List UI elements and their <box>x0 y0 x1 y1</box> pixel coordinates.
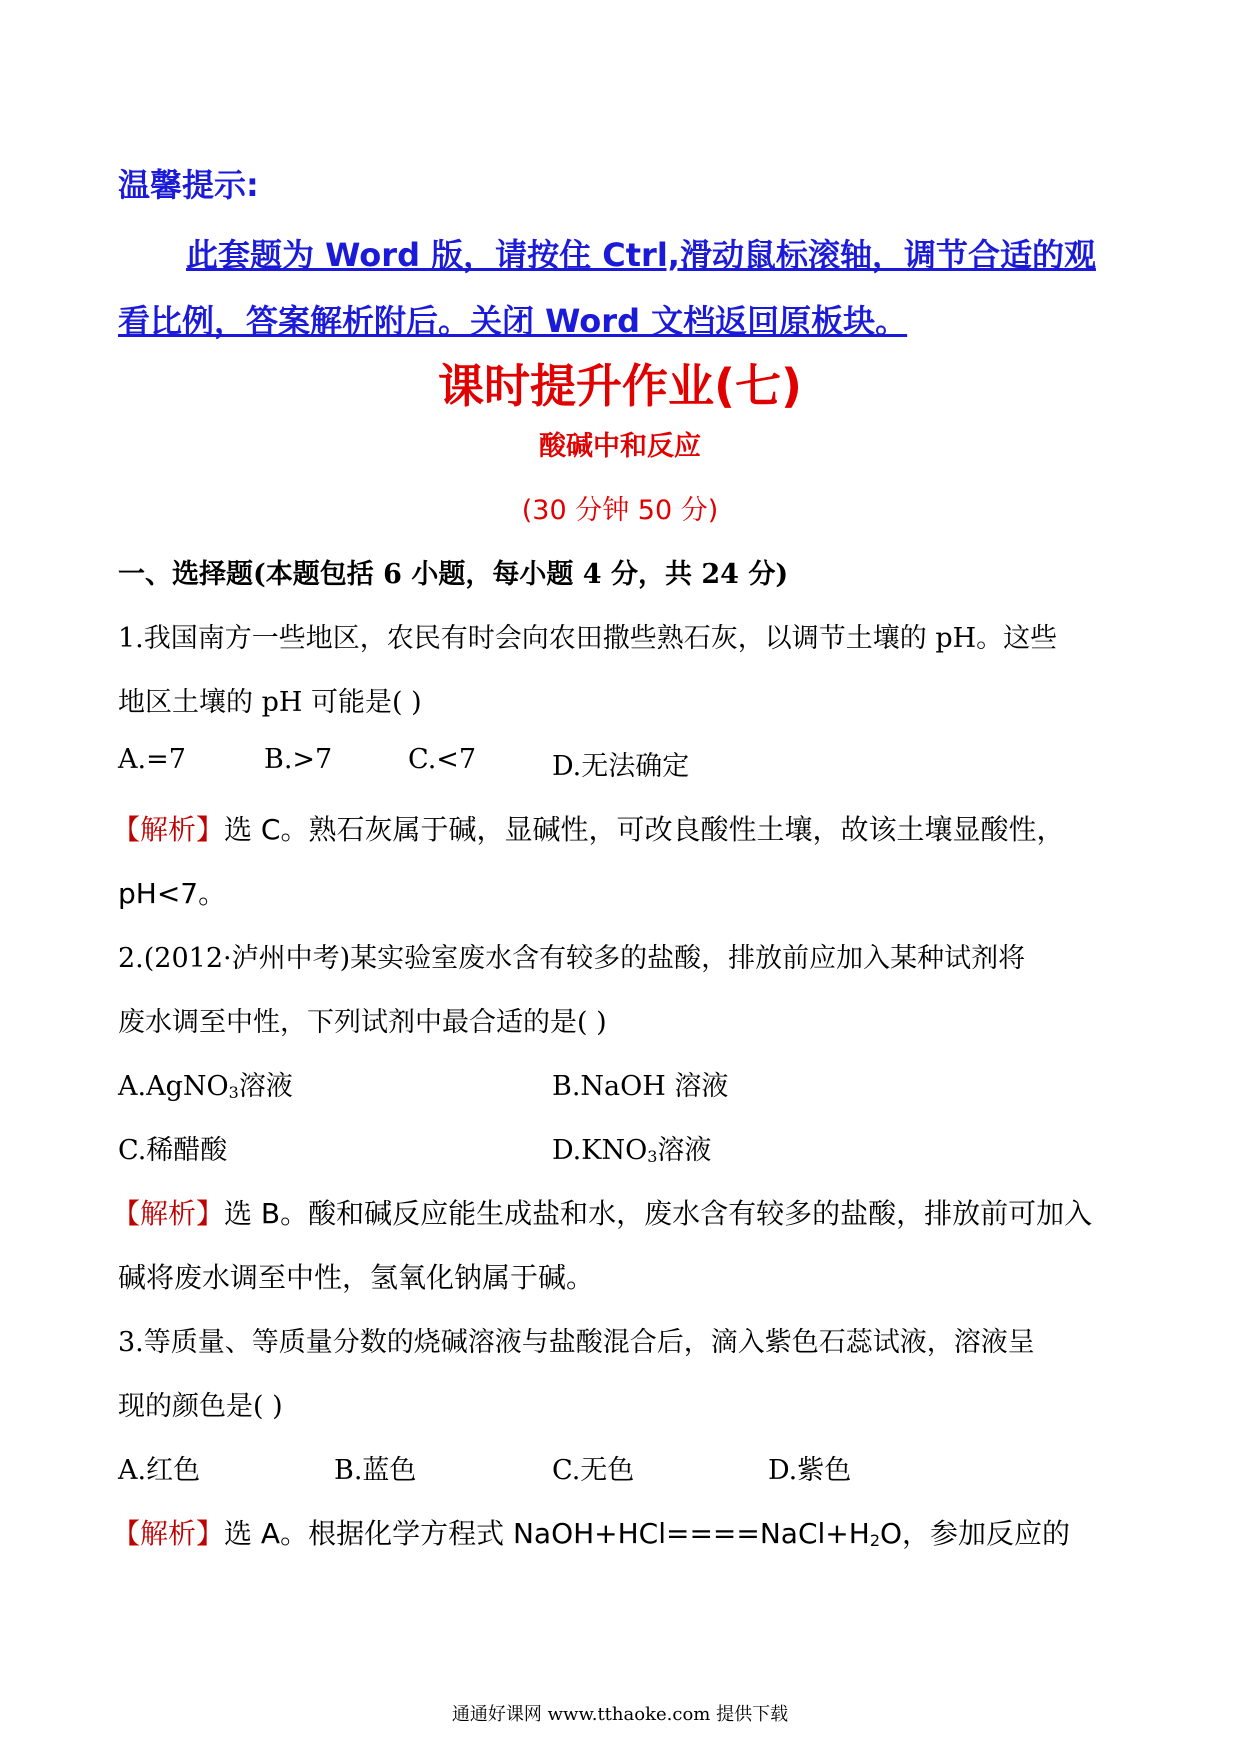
q3-option-b: B.蓝色 <box>334 1455 417 1486</box>
section-heading: 一、选择题(本题包括 6 小题，每小题 4 分，共 24 分) <box>118 559 789 590</box>
q2-option-c: C.稀醋酸 <box>118 1135 228 1166</box>
page-title: 课时提升作业(七) <box>437 359 803 413</box>
q1-option-c: C.<7 <box>408 744 477 775</box>
q2-analysis <box>112 1192 1092 1232</box>
analysis-tag: 【解析】 <box>112 1517 225 1550</box>
q1-analysis-line-2: pH<7。 <box>118 877 227 910</box>
q3-line-1: 3.等质量、等质量分数的烧碱溶液与盐酸混合后，滴入紫色石蕊试液，溶液呈 <box>118 1327 1035 1358</box>
q1-line-2: 地区土壤的 pH 可能是( ) <box>118 687 422 718</box>
q1-line-1: 1.我国南方一些地区，农民有时会向农田撒些熟石灰，以调节土壤的 pH。这些 <box>118 623 1058 654</box>
time-score: (30 分钟 50 分) <box>521 495 719 526</box>
q3-option-c: C.无色 <box>552 1455 635 1486</box>
tip-title: 温馨提示: <box>118 166 259 204</box>
q2-option-a: A.AgNO$_3$溶液 <box>118 1071 293 1102</box>
tip-line-2: 看比例，答案解析附后。关闭 Word 文档返回原板块。 <box>118 302 908 340</box>
q1-analysis <box>112 808 1064 848</box>
q2-analysis-line-1: 选 B。酸和碱反应能生成盐和水，废水含有较多的盐酸，排放前可加入 <box>224 1197 1093 1230</box>
q2-option-d: $D.KNO_3$溶液 <box>552 1135 712 1166</box>
page-footer: 通通好课网 www.tthaoke.com 提供下载 <box>451 1704 789 1725</box>
q1-option-a: A.=7 <box>118 744 186 775</box>
q3-line-2: 现的颜色是( ) <box>118 1391 283 1422</box>
q1-analysis-line-1: 选 C。熟石灰属于碱，显碱性，可改良酸性土壤，故该土壤显酸性， <box>224 813 1065 846</box>
q2-line-2: 废水调至中性，下列试剂中最合适的是( ) <box>118 1007 607 1038</box>
analysis-tag: 【解析】 <box>112 1197 225 1230</box>
tip-body <box>118 222 1128 354</box>
q3-analysis: 【解析】选 A。根据化学方程式 $NaOH+HCl====NaCl+H_2O$，参加反应的 <box>112 1517 1071 1550</box>
q3-option-d: D.紫色 <box>768 1455 852 1486</box>
q2-option-b: B.NaOH 溶液 <box>552 1071 729 1102</box>
q2-analysis-line-2: 碱将废水调至中性，氢氧化钠属于碱。 <box>118 1261 595 1294</box>
tip-line-1: 此套题为 Word 版，请按住 Ctrl,滑动鼠标滚轴，调节合适的观 <box>186 236 1096 274</box>
q3-option-a: A.红色 <box>118 1455 201 1486</box>
q1-option-d: D.无法确定 <box>552 751 690 782</box>
q1-option-b: B.>7 <box>264 744 333 775</box>
page-subtitle: 酸碱中和反应 <box>539 431 701 462</box>
q2-line-1: 2.(2012·泸州中考)某实验室废水含有较多的盐酸，排放前应加入某种试剂将 <box>118 943 1026 974</box>
analysis-tag: 【解析】 <box>112 813 225 846</box>
